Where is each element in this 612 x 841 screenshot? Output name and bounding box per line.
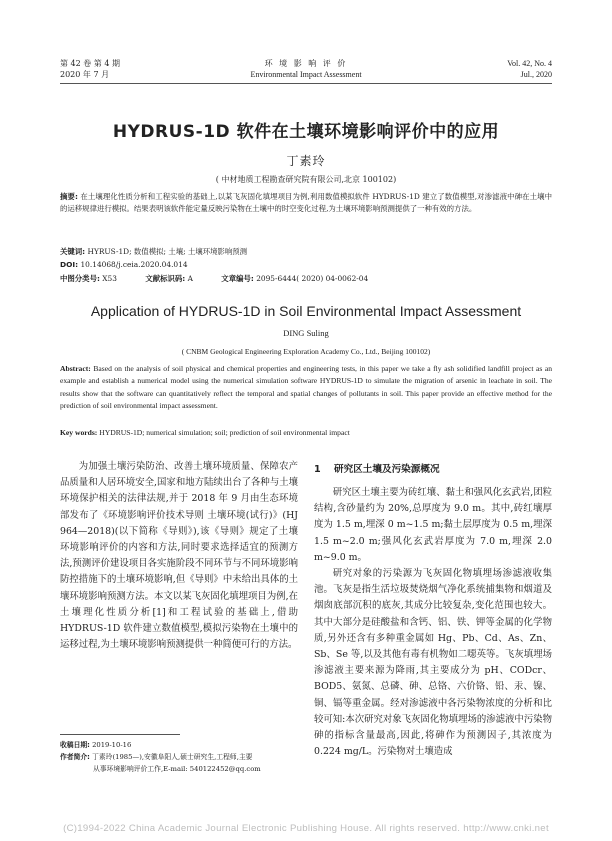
received-value: 2019-10-16 — [92, 741, 132, 749]
clc-value: X53 — [102, 274, 117, 283]
body-column-left — [60, 459, 298, 653]
received-date — [60, 739, 300, 751]
intro-paragraph: 为加强土壤污染防治、改善土壤环境质量、保障农产品质量和人居环境安全,国家和地方陆续出台了各种与土壤环境保护相关的法律法规,并于 2018 年 9 月由生态环境部发布了《环境影响评价技术导则 土壤环境(试行)》(HJ 964—2018)(以下简称《导则》),该《导则》规定了土壤环境影响评价的内容和方法,同时要求选择适宜的预测方法,预测评价建设项目各实施阶段不同环节与不同环境影响防控措施下的土壤环境影响,但《导则》中未给出具体的土壤环境影响预测方法。本文以某飞灰固化填埋项目为例,在土壤理化性质分析[1]和工程试验的基础上,借助 HYDRUS-1D 软件建立数值模型,模拟污染物在土壤中的运移过程,为土壤环境影响预测提供一种简便可行的方法。 — [60, 461, 298, 651]
article-number-label: 文章编号: — [221, 274, 254, 283]
author-bio-label: 作者简介: — [60, 753, 90, 761]
journal-name-cn: 环 境 影 响 评 价 — [264, 59, 348, 68]
clc-label: 中图分类号: — [60, 274, 100, 283]
affiliation-cn: ( 中材地质工程勘查研究院有限公司,北京 100102) — [215, 175, 397, 184]
header-left — [60, 58, 120, 80]
journal-name-en: Environmental Impact Assessment — [250, 70, 362, 79]
section-1-title: 研究区土壤及污染源概况 — [334, 464, 440, 475]
keywords-cn — [60, 246, 247, 257]
body-column-right — [314, 485, 552, 760]
keywords-cn-text: HYRUS-1D; 数值模拟; 土壤; 土壤环境影响预测 — [87, 247, 248, 256]
doc-code-value: A — [187, 274, 193, 283]
volume-issue-en: Vol. 42, No. 4 — [507, 59, 552, 68]
header-right — [507, 58, 552, 80]
classification-line — [60, 273, 552, 284]
keywords-cn-label: 关键词: — [60, 247, 86, 256]
abstract-en — [60, 363, 552, 413]
volume-issue: 第 42 卷 第 4 期 — [60, 59, 120, 68]
abstract-cn-text: 在土壤理化性质分析和工程实验的基础上,以某飞灰固化填埋项目为例,利用数值模拟软件 HYDRUS-1D 建立了数值模型,对渗滤液中砷在土壤中的运移规律进行模拟。结果表明该软件能定量反映污染物在土壤中的时空变化过程,为土壤环境影响预测提供了一种有效的方法。 — [60, 192, 552, 214]
doc-code-label: 文献标识码: — [145, 274, 186, 283]
footnote — [60, 739, 300, 775]
soil-paragraph: 研究区土壤主要为砖红壤、黏土和强风化玄武岩,团粒结构,含砂量约为 20%,总厚度为 9.0 m。其中,砖红壤厚度为 1.5 m,埋深 0 m~1.5 m;黏土层厚度为 0.5 m,埋深 1.5 m~2.0 m;强风化玄武岩厚度为 7.0 m,埋深 2.0 m~9.0 m。 — [314, 487, 552, 563]
keywords-en-text: HYDRUS-1D; numerical simulation; soil; prediction of soil environmental impact — [99, 428, 350, 437]
section-1-number: 1 — [314, 464, 321, 475]
author-bio — [60, 751, 300, 763]
author-cn: 丁素玲 — [286, 154, 326, 168]
copyright-watermark: (C)1994-2022 China Academic Journal Electronic Publishing House. All rights reserved. http://www.cnki.net — [63, 823, 549, 834]
received-label: 收稿日期: — [60, 741, 90, 749]
footnote-rule — [60, 734, 180, 735]
issue-date-en: Jul., 2020 — [520, 70, 552, 79]
section-1-heading — [314, 461, 440, 475]
article-number-value: 2095-6444( 2020) 04-0062-04 — [256, 274, 369, 283]
author-bio-line2: 从事环境影响评价工作,E-mail: 540122452@qq.com — [93, 765, 261, 773]
paper-title-cn: HYDRUS-1D 软件在土壤环境影响评价中的应用 — [112, 122, 500, 142]
doi-label: DOI: — [60, 260, 79, 269]
keywords-en-label: Key words: — [60, 428, 98, 437]
pollution-source-paragraph: 研究对象的污染源为飞灰固化物填埋场渗滤液收集池。飞灰是指生活垃圾焚烧烟气净化系统捕集物和烟道及烟囱底部沉积的底灰,其成分比较复杂,变化范围也较大。其中大部分是硅酸盐和含钙、铝、铁、钾等金属的化学物质,另外还含有多种重金属如 Hg、Pb、Cd、As、Zn、Sb、Se 等,以及其他有毒有机物如二噁英等。飞灰填埋场渗滤液主要来源为降雨,其主要成分为 pH、CODcr、BOD5、氨氮、总磷、砷、总铬、六价铬、铅、汞、镍、铜、镉等重金属。经对渗滤液中各污染物浓度的分析和比较可知:本次研究对象飞灰固化物填埋场的渗滤液中污染物砷的指标含量最高,因此,将砷作为预测因子,其浓度为 0.224 mg/L。污染物对土壤造成 — [314, 568, 552, 758]
header-center — [180, 58, 432, 80]
doi-value: 10.14068/j.ceia.2020.04.014 — [80, 260, 188, 269]
paper-title-en: Application of HYDRUS-1D in Soil Environmental Impact Assessment — [90, 303, 522, 319]
keywords-en — [60, 428, 552, 437]
author-en: DING Suling — [283, 328, 329, 338]
author-bio-line1: 丁素玲(1985—),安徽阜阳人,硕士研究生,工程师,主要 — [92, 753, 253, 761]
abstract-en-label: Abstract: — [60, 364, 91, 373]
abstract-cn-label: 摘要: — [60, 192, 78, 201]
abstract-en-text: Based on the analysis of soil physical and chemical properties and engineering tests, in this paper we take a fly ash solidified landfill project as an example and establish a numerical model using the numerical simulation software HYDRUS-1D to simulate the migration of arsenic in leachate in soil. The results show that the software can quantitatively reflect the temporal and spatial changes of pollutants in soil. This paper provide an effective method for the prediction of soil environmental impact assessment. — [60, 364, 552, 411]
issue-date: 2020 年 7 月 — [60, 70, 110, 79]
header-rule — [60, 83, 552, 84]
affiliation-en: ( CNBM Geological Engineering Exploration Academy Co., Ltd., Beijing 100102) — [181, 347, 431, 356]
abstract-cn — [60, 191, 552, 215]
doi — [60, 259, 188, 270]
